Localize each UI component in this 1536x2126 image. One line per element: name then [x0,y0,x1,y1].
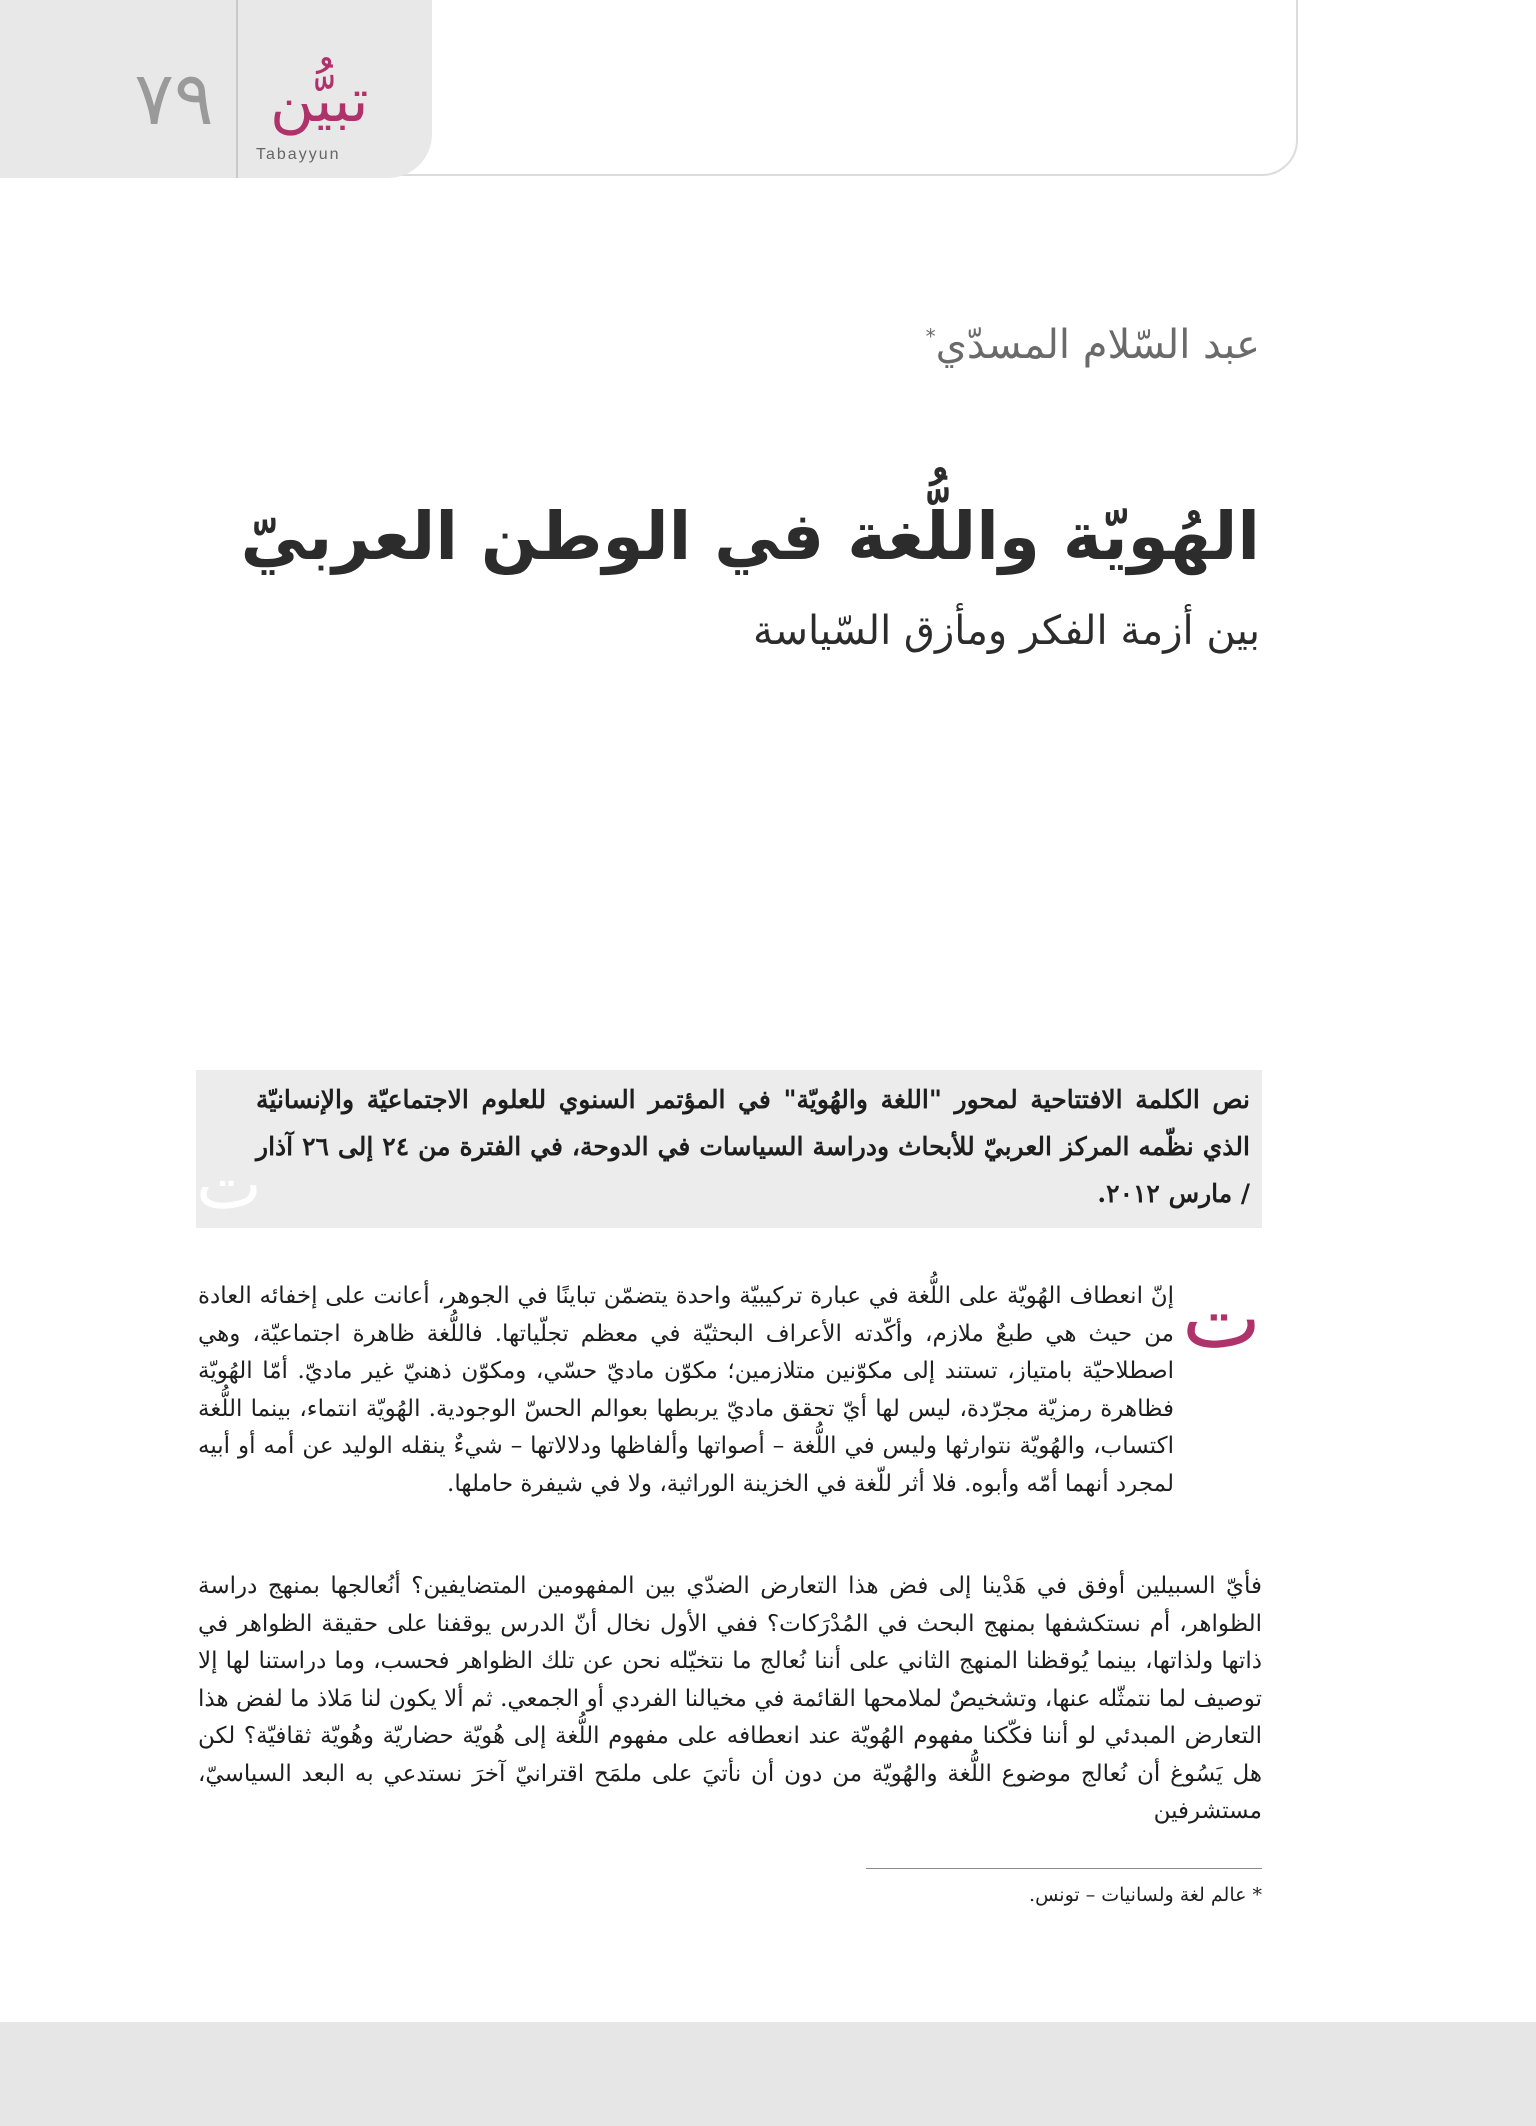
intro-note-text: نص الكلمة الافتتاحية لمحور "اللغة والهُويّة" في المؤتمر السنوي للعلوم الاجتماعيّة والإنسانيّة الذي نظّمه المركز العربيّ للأبحاث ودراسة السياسات في الدوحة، في الفترة من ٢٤ إلى ٢٦ آذار / مارس ٢٠١٢. [256,1085,1250,1208]
article-subtitle: بين أزمة الفكر ومأزق السّياسة [753,608,1260,654]
header-tab [0,0,432,178]
footnote [1029,1884,1262,1906]
author-name-text: عبد السّلام المسدّي [935,322,1260,368]
journal-logo: تبيُّن [270,66,369,136]
decorative-letter-icon: ت [196,1143,262,1225]
body-paragraph: فأيّ السبيلين أوفق في هَدْينا إلى فض هذا التعارض الضدّي بين المفهومين المتضايفين؟ أنُعالجها بمنهج دراسة الظواهر، أم نستكشفها بمنهج البحث في المُدْرَكات؟ ففي الأول نخال أنّ الدرس يوقفنا على حقيقة الظواهر في ذاتها ولذاتها، بينما يُوقظنا المنهج الثاني على أننا نُعالج ما نتخيّله نحن عن تلك الظواهر فحسب، وما دراستنا لها إلا توصيف لما نتمثّله عنها، وتشخيصٌ لملامحها القائمة في مخيالنا الفردي أو الجمعي. ثم ألا يكون لنا مَلاذ ما لفض هذا التعارض المبدئي لو أننا فكّكنا مفهوم الهُويّة عند انعطافه على مفهوم اللُّغة إلى هُويّة حضاريّة وهُويّة ثقافيّة؟ لكن هل يَسُوغ أن نُعالج موضوع اللُّغة والهُويّة من دون أن نأتيَ على ملمَح اقترانيّ آخرَ نستدعي به البعد السياسيّ، مستشرفين [198,1573,1262,1824]
article-title: الهُويّة واللُّغة في الوطن العربيّ [240,498,1260,575]
body-paragraph: إنّ انعطاف الهُويّة على اللُّغة في عبارة تركيبيّة واحدة يتضمّن تباينًا في الجوهر، أعانت على إخفائه العادة من حيث هي طبعٌ ملازم، وأكّدته الأعراف البحثيّة في معظم تجلّياتها. فاللُّغة ظاهرة اجتماعيّة، وهي اصطلاحيّة بامتياز، تستند إلى مكوّنين متلازمين؛ مكوّن ماديّ حسّي، ومكوّن ذهنيّ غير ماديّ. أمّا الهُويّة فظاهرة رمزيّة مجرّدة، ليس لها أيّ تحقق ماديّ يربطها بعوالم الحسّ الوجودية. الهُويّة انتماء، بينما اللُّغة اكتساب، والهُويّة نتوارثها وليس في اللُّغة – أصواتها وألفاظها ودلالاتها – شيءٌ ينقله الوليد عن أمه أو أبيه لمجرد أنهما أمّه وأبوه. فلا أثر للّغة في الخزينة الوراثية، ولا في شيفرة حاملها. [198,1283,1174,1497]
tab-divider [236,0,238,178]
footnote-divider [866,1868,1262,1869]
journal-logo-latin: Tabayyun [256,146,341,163]
author-name [926,322,1260,368]
footnote-mark: * [1252,1884,1262,1906]
drop-cap-letter: ت [1182,1269,1262,1367]
bottom-band [0,2022,1536,2126]
author-footnote-mark: * [925,324,936,349]
footnote-text: عالم لغة ولسانيات – تونس. [1029,1884,1247,1906]
page-number: ٧٩ [134,57,214,140]
